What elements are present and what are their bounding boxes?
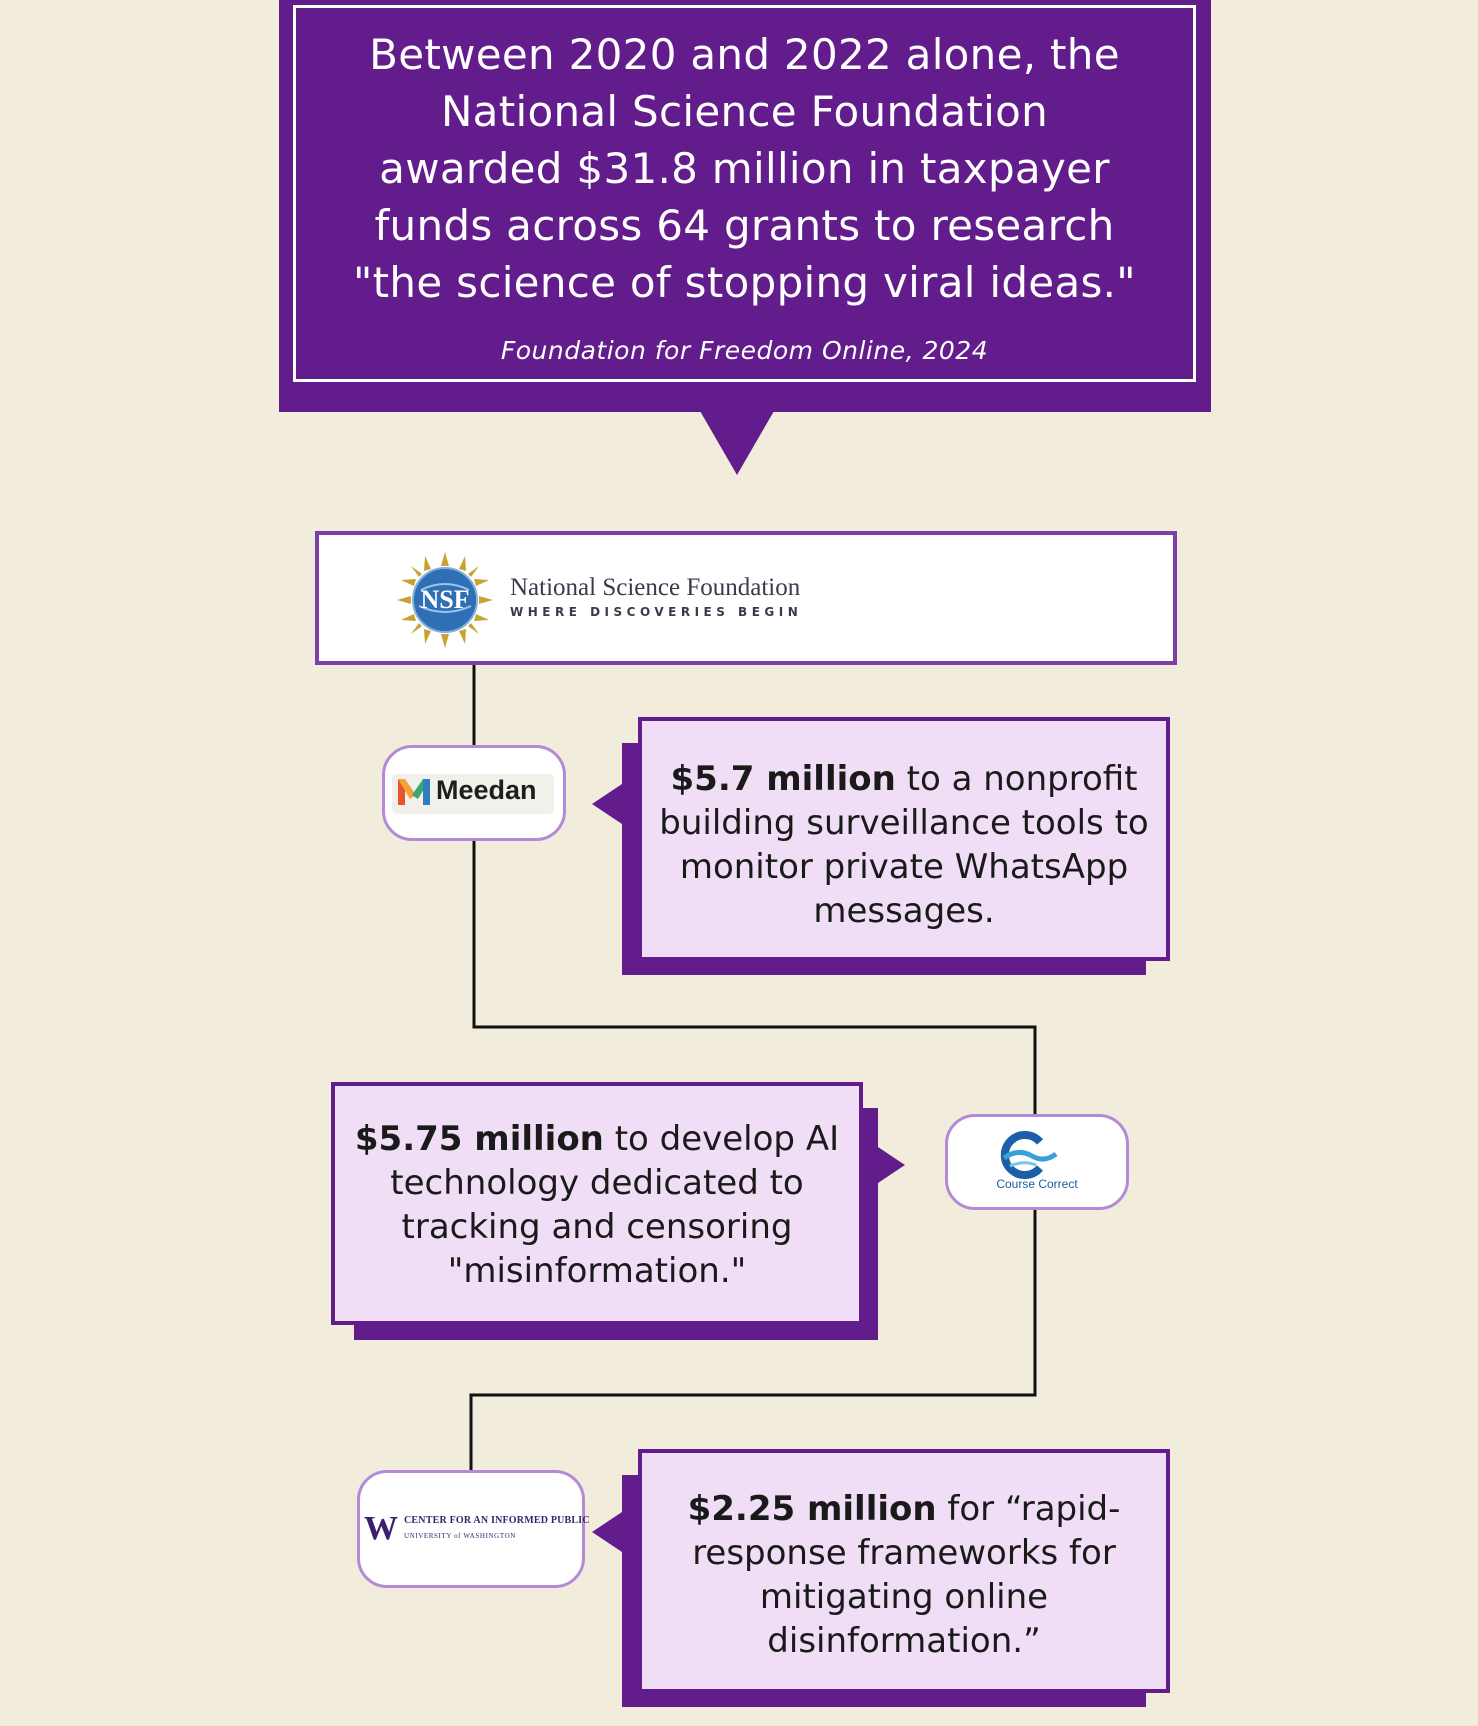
quote-line: "the science of stopping viral ideas." bbox=[353, 258, 1136, 307]
card-pointer bbox=[875, 1145, 905, 1185]
nsf-tagline: WHERE DISCOVERIES BEGIN bbox=[510, 605, 803, 619]
quote-line: funds across 64 grants to research bbox=[374, 201, 1115, 250]
card-pointer bbox=[592, 784, 622, 824]
cip-university: UNIVERSITY of WASHINGTON bbox=[404, 1532, 516, 1540]
quote-line: awarded $31.8 million in taxpayer bbox=[379, 144, 1110, 193]
grant-description: for “rapid-response frameworks for mitigating online disinformation.” bbox=[692, 1489, 1121, 1661]
quote-line: Between 2020 and 2022 alone, the bbox=[369, 30, 1120, 79]
grant-amount: $5.7 million bbox=[670, 759, 896, 799]
nsf-seal-text: NSF bbox=[420, 585, 470, 614]
quote-line: National Science Foundation bbox=[440, 87, 1049, 136]
nsf-seal-icon bbox=[395, 550, 495, 650]
grant-card-text bbox=[343, 1117, 851, 1293]
grant-description: to a nonprofit building surveillance tools to monitor private WhatsApp messages. bbox=[659, 759, 1149, 931]
course-correct-wordmark: Course Correct bbox=[996, 1177, 1078, 1191]
uw-w-icon: W bbox=[364, 1510, 398, 1547]
meedan-wordmark: Meedan bbox=[436, 775, 537, 805]
course-correct-logo-icon bbox=[996, 1130, 1060, 1180]
grant-amount: $5.75 million bbox=[354, 1119, 604, 1159]
grant-amount: $2.25 million bbox=[687, 1489, 937, 1529]
grant-card-text bbox=[650, 757, 1158, 933]
quote-source: Foundation for Freedom Online, 2024 bbox=[500, 336, 989, 365]
nsf-name: National Science Foundation bbox=[510, 574, 801, 601]
grant-description: to develop AI technology dedicated to tracking and censoring "misinformation." bbox=[390, 1119, 840, 1291]
cip-name: CENTER FOR AN INFORMED PUBLIC bbox=[404, 1515, 590, 1526]
card-pointer bbox=[592, 1512, 622, 1552]
grant-card-text bbox=[650, 1487, 1158, 1663]
meedan-logo-icon bbox=[396, 777, 432, 807]
